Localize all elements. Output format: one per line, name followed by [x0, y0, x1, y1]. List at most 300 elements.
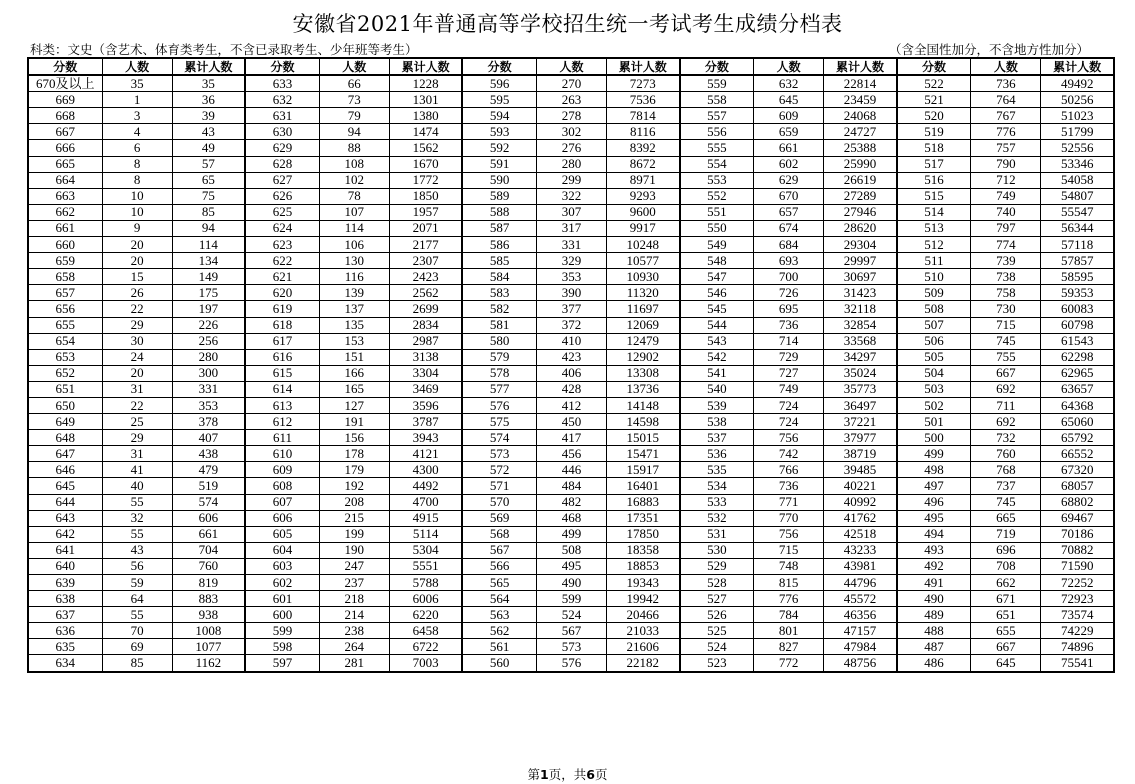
score-cell: 601 [245, 591, 319, 607]
score-cell: 657 [28, 285, 102, 301]
table-row [28, 542, 1114, 558]
cumulative-cell: 2987 [389, 333, 462, 349]
cumulative-cell: 7814 [607, 108, 680, 124]
cumulative-cell: 39485 [824, 462, 897, 478]
count-cell: 738 [971, 269, 1041, 285]
score-cell: 519 [897, 124, 971, 140]
cumulative-cell: 16401 [607, 478, 680, 494]
count-cell: 116 [319, 269, 389, 285]
score-cell: 605 [245, 526, 319, 542]
count-cell: 26 [102, 285, 172, 301]
cumulative-cell: 23459 [824, 92, 897, 108]
score-cell: 617 [245, 333, 319, 349]
cumulative-cell: 61543 [1041, 333, 1114, 349]
count-cell: 56 [102, 558, 172, 574]
score-cell: 551 [680, 204, 754, 220]
cumulative-cell: 33568 [824, 333, 897, 349]
cumulative-cell: 35773 [824, 381, 897, 397]
cumulative-cell: 41762 [824, 510, 897, 526]
cumulative-cell: 51023 [1041, 108, 1114, 124]
score-cell: 504 [897, 365, 971, 381]
count-cell: 215 [319, 510, 389, 526]
count-cell: 218 [319, 591, 389, 607]
score-cell: 611 [245, 430, 319, 446]
cumulative-cell: 44796 [824, 575, 897, 591]
count-cell: 758 [971, 285, 1041, 301]
score-cell: 614 [245, 381, 319, 397]
count-cell: 165 [319, 381, 389, 397]
cumulative-cell: 68057 [1041, 478, 1114, 494]
count-cell: 417 [536, 430, 606, 446]
score-header: 分数 [462, 58, 536, 75]
cumulative-cell: 54807 [1041, 188, 1114, 204]
count-cell: 55 [102, 494, 172, 510]
count-cell: 276 [536, 140, 606, 156]
score-cell: 568 [462, 526, 536, 542]
cumulative-cell: 704 [172, 542, 245, 558]
cumulative-cell: 1008 [172, 623, 245, 639]
cumulative-cell: 29997 [824, 253, 897, 269]
count-cell: 30 [102, 333, 172, 349]
cumulative-cell: 42518 [824, 526, 897, 542]
cumulative-cell: 5114 [389, 526, 462, 542]
count-cell: 8 [102, 156, 172, 172]
count-cell: 377 [536, 301, 606, 317]
score-cell: 598 [245, 639, 319, 655]
cumulative-cell: 47984 [824, 639, 897, 655]
count-cell: 827 [754, 639, 824, 655]
cumulative-cell: 70882 [1041, 542, 1114, 558]
count-cell: 737 [971, 478, 1041, 494]
score-cell: 535 [680, 462, 754, 478]
count-cell: 40 [102, 478, 172, 494]
cumulative-cell: 1077 [172, 639, 245, 655]
table-row [28, 510, 1114, 526]
score-cell: 595 [462, 92, 536, 108]
table-row [28, 607, 1114, 623]
score-cell: 502 [897, 397, 971, 413]
cumulative-cell: 59353 [1041, 285, 1114, 301]
count-cell: 700 [754, 269, 824, 285]
count-cell: 774 [971, 237, 1041, 253]
count-cell: 64 [102, 591, 172, 607]
score-cell: 612 [245, 414, 319, 430]
table-row [28, 526, 1114, 542]
count-cell: 390 [536, 285, 606, 301]
cumulative-cell: 40992 [824, 494, 897, 510]
count-cell: 114 [319, 220, 389, 236]
score-cell: 582 [462, 301, 536, 317]
score-cell: 571 [462, 478, 536, 494]
score-cell: 575 [462, 414, 536, 430]
count-cell: 25 [102, 414, 172, 430]
cumulative-cell: 1670 [389, 156, 462, 172]
cumulative-cell: 57 [172, 156, 245, 172]
score-cell: 574 [462, 430, 536, 446]
cumulative-cell: 3304 [389, 365, 462, 381]
cumulative-cell: 2423 [389, 269, 462, 285]
score-cell: 603 [245, 558, 319, 574]
cumulative-cell: 7536 [607, 92, 680, 108]
table-row [28, 591, 1114, 607]
count-cell: 1 [102, 92, 172, 108]
cumulative-cell: 8116 [607, 124, 680, 140]
cumulative-cell: 1301 [389, 92, 462, 108]
cumulative-cell: 14148 [607, 397, 680, 413]
cumulative-cell: 17351 [607, 510, 680, 526]
cumulative-cell: 2834 [389, 317, 462, 333]
count-cell: 740 [971, 204, 1041, 220]
cumulative-cell: 36497 [824, 397, 897, 413]
score-cell: 566 [462, 558, 536, 574]
score-cell: 587 [462, 220, 536, 236]
cumulative-cell: 64368 [1041, 397, 1114, 413]
count-cell: 599 [536, 591, 606, 607]
cumulative-cell: 62298 [1041, 349, 1114, 365]
count-cell: 736 [971, 75, 1041, 92]
count-cell: 317 [536, 220, 606, 236]
score-cell: 557 [680, 108, 754, 124]
count-cell: 190 [319, 542, 389, 558]
cumulative-cell: 71590 [1041, 558, 1114, 574]
count-cell: 693 [754, 253, 824, 269]
count-cell: 8 [102, 172, 172, 188]
score-cell: 487 [897, 639, 971, 655]
count-cell: 756 [754, 526, 824, 542]
table-row [28, 301, 1114, 317]
score-cell: 520 [897, 108, 971, 124]
cumulative-cell: 69467 [1041, 510, 1114, 526]
cumulative-cell: 18358 [607, 542, 680, 558]
score-cell: 523 [680, 655, 754, 672]
count-cell: 736 [754, 317, 824, 333]
count-cell: 692 [971, 381, 1041, 397]
cumulative-cell: 72923 [1041, 591, 1114, 607]
count-header: 人数 [536, 58, 606, 75]
score-cell: 491 [897, 575, 971, 591]
current-page-number: 1 [540, 767, 549, 782]
score-cell: 494 [897, 526, 971, 542]
score-cell: 626 [245, 188, 319, 204]
score-cell: 496 [897, 494, 971, 510]
count-cell: 353 [536, 269, 606, 285]
score-cell: 646 [28, 462, 102, 478]
score-cell: 538 [680, 414, 754, 430]
page-footer [0, 765, 1135, 783]
table-row [28, 478, 1114, 494]
score-cell: 579 [462, 349, 536, 365]
score-cell: 515 [897, 188, 971, 204]
table-row [28, 639, 1114, 655]
cumulative-cell: 39 [172, 108, 245, 124]
cumulative-cell: 13736 [607, 381, 680, 397]
score-cell: 591 [462, 156, 536, 172]
count-cell: 776 [754, 591, 824, 607]
score-cell: 584 [462, 269, 536, 285]
footer-suffix: 页 [594, 767, 608, 782]
count-cell: 199 [319, 526, 389, 542]
count-cell: 760 [971, 446, 1041, 462]
count-cell: 32 [102, 510, 172, 526]
score-cell: 600 [245, 607, 319, 623]
count-cell: 24 [102, 349, 172, 365]
cumulative-cell: 75 [172, 188, 245, 204]
score-cell: 498 [897, 462, 971, 478]
cumulative-cell: 9293 [607, 188, 680, 204]
score-cell: 505 [897, 349, 971, 365]
count-cell: 714 [754, 333, 824, 349]
count-cell: 450 [536, 414, 606, 430]
cumulative-header: 累计人数 [389, 58, 462, 75]
score-cell: 658 [28, 269, 102, 285]
count-cell: 508 [536, 542, 606, 558]
count-cell: 667 [971, 365, 1041, 381]
cumulative-cell: 47157 [824, 623, 897, 639]
count-cell: 94 [319, 124, 389, 140]
cumulative-cell: 4121 [389, 446, 462, 462]
score-cell: 630 [245, 124, 319, 140]
count-cell: 755 [971, 349, 1041, 365]
count-cell: 711 [971, 397, 1041, 413]
count-cell: 732 [971, 430, 1041, 446]
score-cell: 497 [897, 478, 971, 494]
score-cell: 629 [245, 140, 319, 156]
cumulative-cell: 7003 [389, 655, 462, 672]
count-cell: 629 [754, 172, 824, 188]
cumulative-cell: 51799 [1041, 124, 1114, 140]
score-cell: 606 [245, 510, 319, 526]
count-cell: 29 [102, 317, 172, 333]
score-header: 分数 [245, 58, 319, 75]
cumulative-cell: 378 [172, 414, 245, 430]
cumulative-cell: 606 [172, 510, 245, 526]
score-cell: 651 [28, 381, 102, 397]
score-cell: 609 [245, 462, 319, 478]
score-cell: 511 [897, 253, 971, 269]
count-cell: 322 [536, 188, 606, 204]
cumulative-cell: 18853 [607, 558, 680, 574]
score-cell: 570 [462, 494, 536, 510]
count-cell: 22 [102, 301, 172, 317]
score-cell: 548 [680, 253, 754, 269]
count-cell: 214 [319, 607, 389, 623]
score-cell: 576 [462, 397, 536, 413]
count-cell: 499 [536, 526, 606, 542]
cumulative-cell: 661 [172, 526, 245, 542]
score-cell: 589 [462, 188, 536, 204]
cumulative-cell: 4492 [389, 478, 462, 494]
count-cell: 482 [536, 494, 606, 510]
count-cell: 59 [102, 575, 172, 591]
score-cell: 608 [245, 478, 319, 494]
cumulative-cell: 2177 [389, 237, 462, 253]
count-cell: 692 [971, 414, 1041, 430]
count-cell: 801 [754, 623, 824, 639]
count-cell: 645 [754, 92, 824, 108]
cumulative-header: 累计人数 [824, 58, 897, 75]
count-cell: 6 [102, 140, 172, 156]
cumulative-cell: 1957 [389, 204, 462, 220]
cumulative-cell: 2071 [389, 220, 462, 236]
cumulative-cell: 63657 [1041, 381, 1114, 397]
score-cell: 495 [897, 510, 971, 526]
count-cell: 20 [102, 253, 172, 269]
cumulative-cell: 10248 [607, 237, 680, 253]
cumulative-cell: 353 [172, 397, 245, 413]
count-cell: 35 [102, 75, 172, 92]
cumulative-cell: 1562 [389, 140, 462, 156]
score-cell: 618 [245, 317, 319, 333]
score-cell: 593 [462, 124, 536, 140]
count-cell: 281 [319, 655, 389, 672]
score-cell: 667 [28, 124, 102, 140]
score-cell: 561 [462, 639, 536, 655]
score-cell: 526 [680, 607, 754, 623]
cumulative-cell: 43 [172, 124, 245, 140]
count-cell: 107 [319, 204, 389, 220]
score-cell: 653 [28, 349, 102, 365]
score-cell: 621 [245, 269, 319, 285]
score-cell: 562 [462, 623, 536, 639]
score-cell: 537 [680, 430, 754, 446]
score-cell: 670及以上 [28, 75, 102, 92]
cumulative-cell: 8971 [607, 172, 680, 188]
cumulative-cell: 74896 [1041, 639, 1114, 655]
count-cell: 745 [971, 333, 1041, 349]
count-cell: 742 [754, 446, 824, 462]
count-cell: 278 [536, 108, 606, 124]
score-cell: 610 [245, 446, 319, 462]
cumulative-cell: 5304 [389, 542, 462, 558]
count-cell: 696 [971, 542, 1041, 558]
score-cell: 647 [28, 446, 102, 462]
cumulative-cell: 43233 [824, 542, 897, 558]
score-cell: 599 [245, 623, 319, 639]
cumulative-cell: 24068 [824, 108, 897, 124]
cumulative-cell: 15015 [607, 430, 680, 446]
cumulative-cell: 27946 [824, 204, 897, 220]
cumulative-cell: 22182 [607, 655, 680, 672]
count-cell: 567 [536, 623, 606, 639]
cumulative-cell: 45572 [824, 591, 897, 607]
score-cell: 662 [28, 204, 102, 220]
score-cell: 517 [897, 156, 971, 172]
cumulative-cell: 75541 [1041, 655, 1114, 672]
score-cell: 531 [680, 526, 754, 542]
cumulative-cell: 10577 [607, 253, 680, 269]
count-cell: 137 [319, 301, 389, 317]
score-cell: 635 [28, 639, 102, 655]
count-cell: 651 [971, 607, 1041, 623]
count-cell: 719 [971, 526, 1041, 542]
count-cell: 43 [102, 542, 172, 558]
cumulative-cell: 65060 [1041, 414, 1114, 430]
score-cell: 544 [680, 317, 754, 333]
score-cell: 541 [680, 365, 754, 381]
cumulative-cell: 479 [172, 462, 245, 478]
cumulative-cell: 5788 [389, 575, 462, 591]
count-cell: 85 [102, 655, 172, 672]
count-cell: 790 [971, 156, 1041, 172]
count-cell: 106 [319, 237, 389, 253]
score-cell: 493 [897, 542, 971, 558]
count-cell: 208 [319, 494, 389, 510]
count-cell: 191 [319, 414, 389, 430]
cumulative-cell: 2699 [389, 301, 462, 317]
count-cell: 573 [536, 639, 606, 655]
count-cell: 20 [102, 237, 172, 253]
score-cell: 507 [897, 317, 971, 333]
count-cell: 372 [536, 317, 606, 333]
count-cell: 130 [319, 253, 389, 269]
count-cell: 495 [536, 558, 606, 574]
cumulative-cell: 73574 [1041, 607, 1114, 623]
page-title: 安徽省2021年普通高等学校招生统一考试考生成绩分档表 [292, 12, 843, 36]
cumulative-cell: 1380 [389, 108, 462, 124]
cumulative-cell: 25990 [824, 156, 897, 172]
count-cell: 748 [754, 558, 824, 574]
score-cell: 558 [680, 92, 754, 108]
score-cell: 628 [245, 156, 319, 172]
table-row [28, 430, 1114, 446]
count-cell: 55 [102, 607, 172, 623]
score-cell: 577 [462, 381, 536, 397]
count-cell: 10 [102, 204, 172, 220]
count-cell: 31 [102, 381, 172, 397]
cumulative-cell: 3596 [389, 397, 462, 413]
cumulative-cell: 1772 [389, 172, 462, 188]
cumulative-cell: 60083 [1041, 301, 1114, 317]
score-cell: 521 [897, 92, 971, 108]
score-cell: 512 [897, 237, 971, 253]
score-cell: 509 [897, 285, 971, 301]
score-cell: 637 [28, 607, 102, 623]
count-cell: 771 [754, 494, 824, 510]
cumulative-cell: 11320 [607, 285, 680, 301]
cumulative-cell: 3469 [389, 381, 462, 397]
count-cell: 756 [754, 430, 824, 446]
cumulative-cell: 26619 [824, 172, 897, 188]
count-cell: 307 [536, 204, 606, 220]
score-cell: 607 [245, 494, 319, 510]
score-cell: 655 [28, 317, 102, 333]
cumulative-cell: 48756 [824, 655, 897, 672]
cumulative-cell: 37221 [824, 414, 897, 430]
count-cell: 156 [319, 430, 389, 446]
count-cell: 178 [319, 446, 389, 462]
count-cell: 166 [319, 365, 389, 381]
score-cell: 518 [897, 140, 971, 156]
score-cell: 665 [28, 156, 102, 172]
table-row [28, 124, 1114, 140]
count-cell: 609 [754, 108, 824, 124]
count-cell: 770 [754, 510, 824, 526]
score-cell: 623 [245, 237, 319, 253]
score-cell: 573 [462, 446, 536, 462]
cumulative-cell: 12069 [607, 317, 680, 333]
count-cell: 671 [971, 591, 1041, 607]
score-cell: 604 [245, 542, 319, 558]
cumulative-cell: 60798 [1041, 317, 1114, 333]
score-cell: 565 [462, 575, 536, 591]
count-cell: 655 [971, 623, 1041, 639]
cumulative-cell: 4915 [389, 510, 462, 526]
cumulative-cell: 16883 [607, 494, 680, 510]
count-cell: 247 [319, 558, 389, 574]
cumulative-cell: 58595 [1041, 269, 1114, 285]
score-cell: 638 [28, 591, 102, 607]
count-cell: 576 [536, 655, 606, 672]
